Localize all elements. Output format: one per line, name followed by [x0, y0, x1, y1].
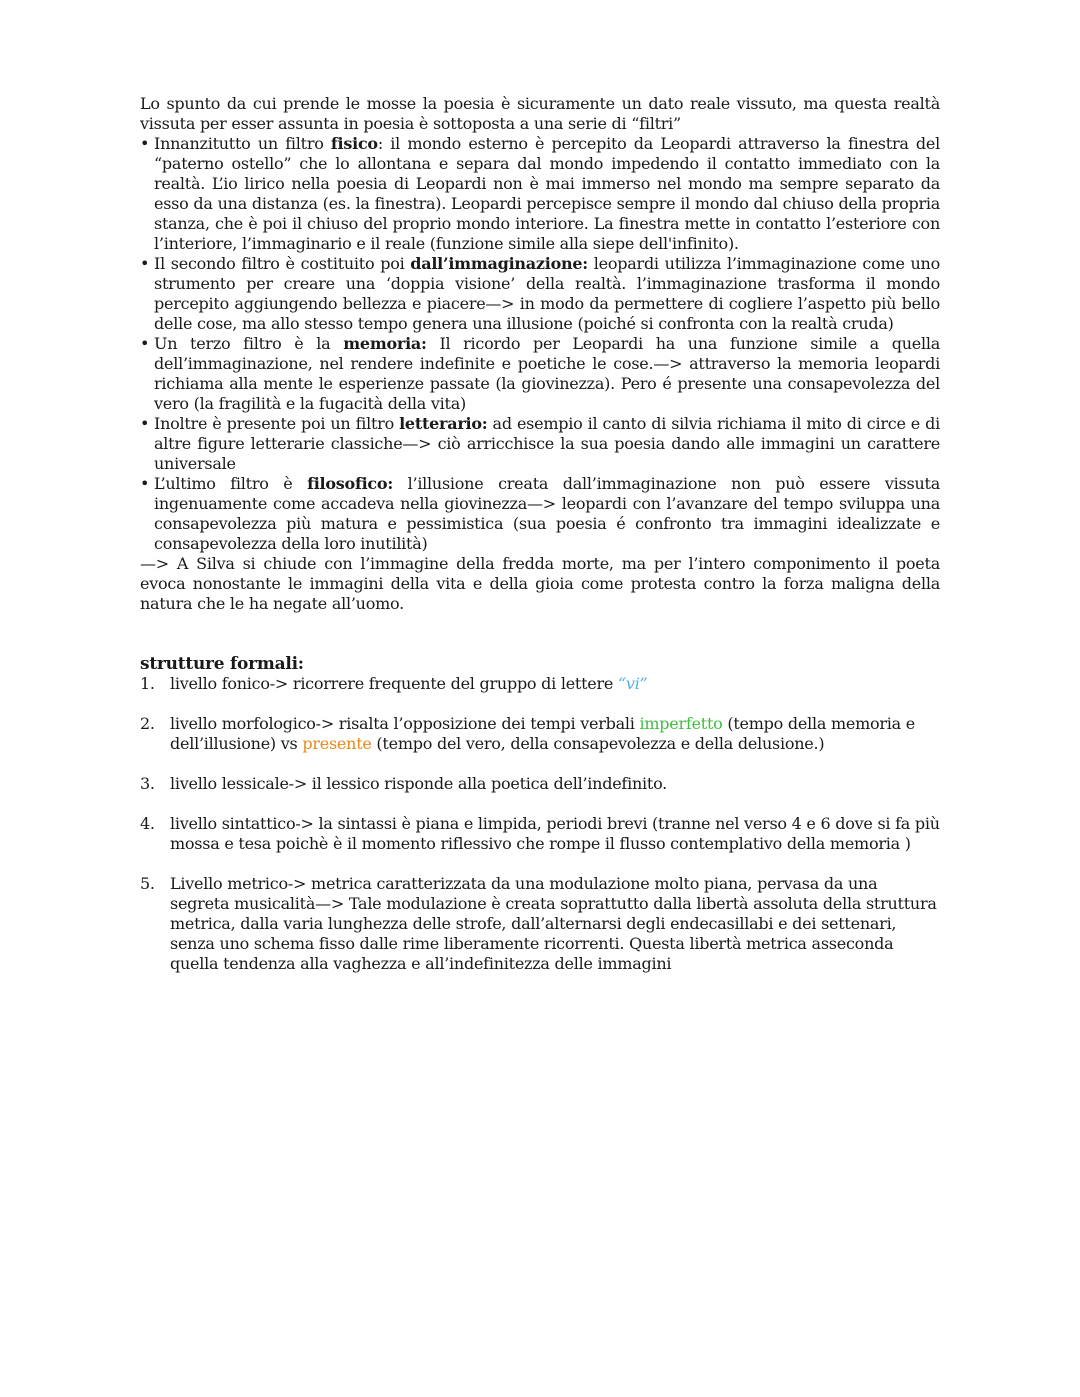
filter-item-letterario	[140, 414, 940, 474]
filter-keyword: letterario:	[399, 414, 488, 433]
level-item-metrico	[140, 874, 940, 974]
filter-item-filosofico	[140, 474, 940, 554]
levels-list	[140, 674, 940, 974]
document-page	[140, 94, 940, 994]
level-item-lessicale	[140, 774, 940, 794]
list-number: 3.	[140, 774, 155, 793]
bullet-icon: •	[140, 134, 150, 153]
level-text: Livello metrico-> metrica caratterizzata da una modulazione molto piana, pervasa da una segreta musicalità—> Tale modulazione è creata soprattutto dalla libertà assoluta della struttura metrica, dalla varia lunghezza delle strofe, dall’alternarsi degli endecasillabi e dei settenari, senza uno schema fisso dalle rime liberamente ricorrenti. Questa libertà metrica asseconda quella tendenza alla vaghezza e all’indefinitezza delle immagini	[170, 874, 937, 973]
bullet-icon: •	[140, 414, 150, 433]
filter-text: ad esempio il canto di silvia richiama il mito di circe e di altre figure letterarie classiche—> ciò arricchisce la sua poesia dando alle immagini un carattere universale	[154, 414, 941, 473]
level-text: livello morfologico-> risalta l’opposizione dei tempi verbali	[170, 714, 640, 733]
level-item-morfologico	[140, 714, 940, 754]
highlight-imperfetto: imperfetto	[639, 714, 723, 733]
intro-paragraph: Lo spunto da cui prende le mosse la poesia è sicuramente un dato reale vissuto, ma questa realtà vissuta per esser assunta in poesia è sottoposta a una serie di “filtri”	[140, 94, 940, 133]
highlight-vi: “vi”	[617, 674, 648, 693]
filter-keyword: fisico	[330, 134, 378, 153]
filter-text: Il ricordo per Leopardi ha una funzione simile a quella dell’immaginazione, nel rendere indefinite e poetiche le cose.—> attraverso la memoria leopardi richiama alla mente le esperienze passate (la giovinezza). Pero é presente una consapevolezza del vero (la fragilità e la fugacità della vita)	[154, 334, 941, 413]
level-text: livello sintattico-> la sintassi è piana e limpida, periodi brevi (tranne nel verso 4 e 6 dove si fa più mossa e tesa poichè è il momento riflessivo che rompe il flusso contemplativo della memoria )	[170, 814, 940, 853]
list-number: 5.	[140, 874, 155, 893]
filter-item-immaginazione	[140, 254, 940, 334]
highlight-presente: presente	[302, 734, 372, 753]
bullet-icon: •	[140, 474, 150, 493]
level-text: livello lessicale-> il lessico risponde alla poetica dell’indefinito.	[170, 774, 667, 793]
filter-text: leopardi utilizza l’immaginazione come uno strumento per creare una ‘doppia visione’ della realtà. l’immaginazione trasforma il mondo percepito aggiungendo bellezza e piacere—> in modo da permettere di cogliere l’aspetto più bello delle cose, ma allo stesso tempo genera una illusione (poiché si confronta con la realtà cruda)	[154, 254, 940, 333]
filter-text: L’ultimo filtro è	[154, 474, 308, 493]
filter-keyword: filosofico:	[307, 474, 393, 493]
section-title: strutture formali:	[140, 654, 304, 674]
filter-text: l’illusione creata dall’immaginazione non può essere vissuta ingenuamente come accadeva nella giovinezza—> leopardi con l’avanzare del tempo sviluppa una consapevolezza più matura e pessimistica (sua poesia é confronto tra immagini idealizzate e consapevolezza della loro inutilità)	[154, 474, 940, 553]
list-number: 2.	[140, 714, 155, 733]
filters-list	[140, 134, 940, 554]
filter-keyword: memoria:	[343, 334, 427, 353]
level-text: (tempo del vero, della consapevolezza e della delusione.)	[371, 734, 825, 753]
list-number: 4.	[140, 814, 155, 833]
filter-text: : il mondo esterno è percepito da Leopardi attraverso la finestra del “paterno ostello” che lo allontana e separa dal mondo impedendo il contatto immediato con la realtà. L’io lirico nella poesia di Leopardi non è mai immerso nel mondo ma sempre separato da esso da una distanza (es. la finestra). Leopardi percepisce sempre il mondo dal chiuso della propria stanza, che è poi il chiuso del proprio mondo interiore. La finestra mette in contatto l’esteriore con l’interiore, l’immaginario e il reale (funzione simile alla siepe dell'infinito).	[154, 134, 940, 253]
filter-keyword: dall’immaginazione:	[410, 254, 588, 273]
conclusion-paragraph: —> A Silva si chiude con l’immagine della fredda morte, ma per l’intero componimento il poeta evoca nonostante le immagini della vita e della gioia come protesta contro la forza maligna della natura che le ha negate all’uomo.	[140, 554, 940, 613]
section-spacer	[140, 614, 940, 654]
level-item-sintattico	[140, 814, 940, 854]
filter-text: Innanzitutto un filtro	[154, 134, 331, 153]
filter-text: Un terzo filtro è la	[154, 334, 344, 353]
level-text: livello fonico-> ricorrere frequente del gruppo di lettere	[170, 674, 618, 693]
level-text: (tempo della memoria e dell’illusione) vs	[170, 714, 916, 753]
level-item-fonico	[140, 674, 940, 694]
filter-item-fisico	[140, 134, 940, 254]
bullet-icon: •	[140, 334, 150, 353]
filter-item-memoria	[140, 334, 940, 414]
bullet-icon: •	[140, 254, 150, 273]
filter-text: Inoltre è presente poi un filtro	[154, 414, 400, 433]
list-number: 1.	[140, 674, 155, 693]
filter-text: Il secondo filtro è costituito poi	[154, 254, 411, 273]
